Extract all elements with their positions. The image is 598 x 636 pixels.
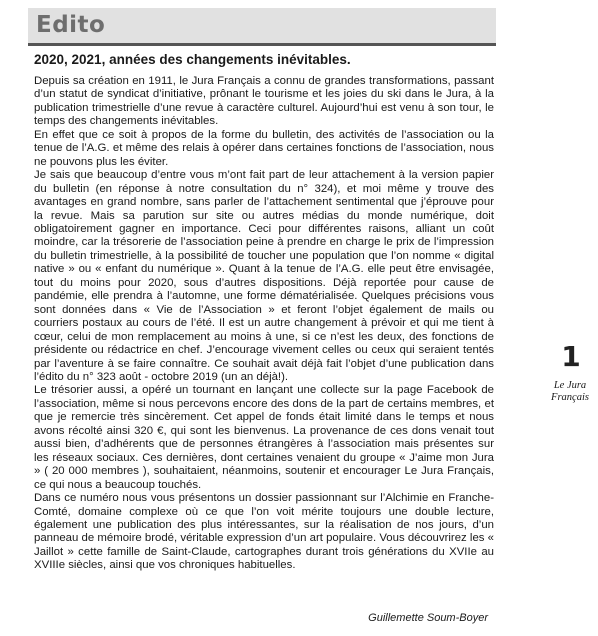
author-signature: Guillemette Soum-Boyer — [368, 612, 488, 624]
article-paragraph-5: Dans ce numéro nous vous présentons un dossier passionnant sur l’Alchimie en Franche-Comté, domaine complexe où ce que l’on voit mérite toujours une double lecture, également une publication des plus intéressantes, sur la réalisation de nos jours, d’un panneau de mémoire brodé, véritable expression d’un art populaire. Vous découvrirez les « Jaillot » cette famille de Saint-Claude, cartographes durant trois générations du XVIIe au XVIIIe siècles, ainsi que vos chroniques habituelles. — [34, 492, 494, 572]
journal-name-line-2: Français — [551, 392, 589, 403]
editorial-article — [34, 52, 494, 573]
header-divider — [28, 43, 496, 46]
article-paragraph-1: Depuis sa création en 1911, le Jura Français a connu de grandes transformations, passant d’un statut de syndicat d’initiative, prônant le tourisme et les joies du ski dans le Jura, à la publication trimestrielle d’une revue à caractère culturel. Aujourd’hui est venu à son tour, le temps des changements inévitables. — [34, 75, 494, 128]
article-paragraph-3: Je sais que beaucoup d’entre vous m’ont fait part de leur attachement à la version papier du bulletin (en réponse à notre consultation du n° 324), et moi même y trouve des avantages en grand nombre, sans parler de l’attachement sentimental que j’éprouve pour la revue. Mais sa parution sur site ou autres médias du monde numérique, doit obligatoirement gagner en importance. Ceci pour différentes raisons, alliant un coût moindre, car la trésorerie de l’association peine à prendre en charge le prix de l’impression du bulletin trimestrielle, à la possibilité de toucher une population que l’on nomme « digital native » ou « enfant du numérique ». Quant à la tenue de l’A.G. elle peut être envisagée, tout du moins pour 2020, sous d’autres dispositions. Déjà reportée pour cause de pandémie, elle prendra à l’automne, une forme dématérialisée. Quelques précisions vous sont données dans « Vie de l’Association » et feront l’objet également de mails ou courriers postaux au cours de l’été. Il est un autre changement à prévoir et qui me tient à cœur, celui de mon remplacement au moins à une, si ce n’est les deux, des fonctions de présidente ou rédactrice en chef. J’encourage vivement celles ou ceux qui seraient tentés par l’aventure à se faire connaître. Ce souhait avait déjà fait l’objet d’une publication dans l’édito du n° 323 août - octobre 2019 (un an déjà!). — [34, 169, 494, 383]
journal-name-line-1: Le Jura — [553, 380, 587, 391]
page-number: 1 — [561, 340, 581, 373]
article-paragraph-2: En effet que ce soit à propos de la forme du bulletin, des activités de l’association ou la tenue de l’A.G. et même des relais à opérer dans certaines fonctions de l’association, nous ne pouvons plus les éviter. — [34, 128, 494, 168]
article-paragraph-4: Le trésorier aussi, a opéré un tournant en lançant une collecte sur la page Facebook de l’association, même si nous percevons encore des dons de la part de certains membres, et que je remercie très sincèrement. Cet appel de fonds était limité dans le temps et nous avons récolté ainsi 320 €, qui sont les bienvenus. La provenance de ces dons venait tout aussi bien, d’adhérents que de personnes étrangères à l’association mais présentes sur les réseaux sociaux. Ces dernières, dont certaines venaient du groupe « J’aime mon Jura » ( 20 000 membres ), souhaitaient, néanmoins, soutenir et encourager Le Jura Français, ce qui nous a beaucoup touchés. — [34, 384, 494, 491]
article-headline: 2020, 2021, années des changements inévitables. — [34, 52, 351, 67]
section-header — [28, 8, 496, 46]
section-title: Edito — [36, 12, 106, 38]
journal-name — [535, 380, 598, 404]
